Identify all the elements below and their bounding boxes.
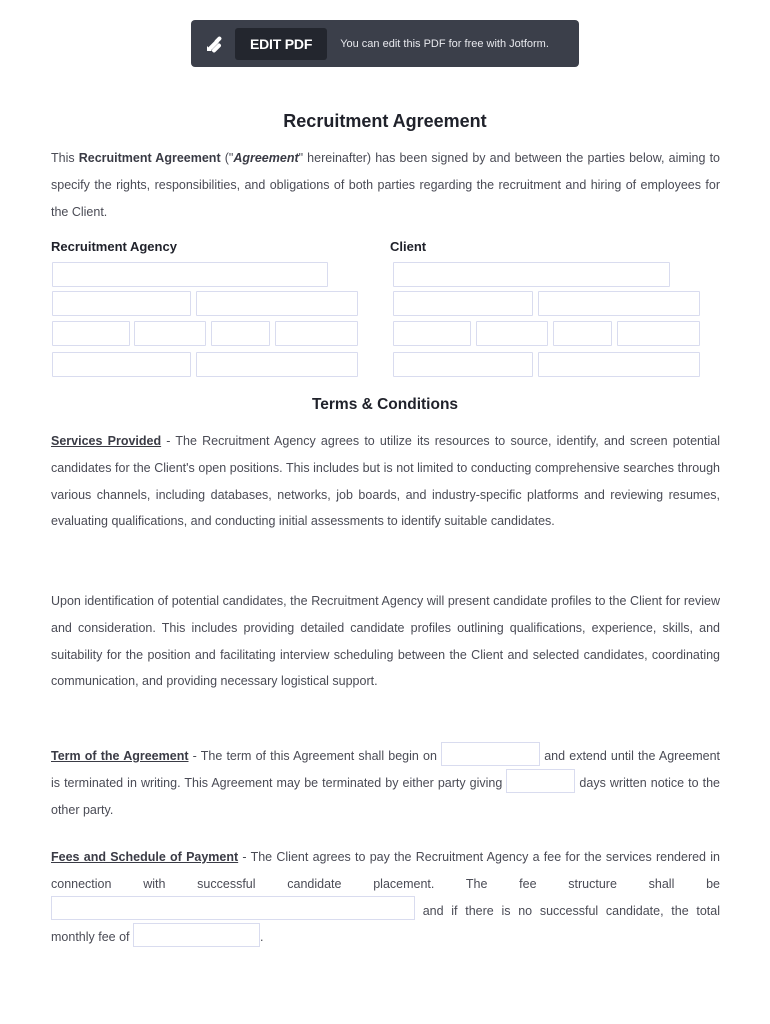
client-field-5[interactable] (553, 321, 612, 346)
client-field-6[interactable] (617, 321, 700, 346)
edit-pdf-button[interactable]: EDIT PDF (235, 28, 327, 60)
jotform-edit-banner[interactable] (191, 20, 579, 67)
agency-field-4[interactable] (134, 321, 206, 346)
agency-field-6[interactable] (275, 321, 358, 346)
document-title: Recruitment Agreement (283, 111, 487, 131)
fees-paragraph: Fees and Schedule of Payment - The Client agrees to pay the Recruitment Agency a fee for the services rendered in connection with successful candidate placement. The fee structure shall be and if there is no successful candidate, the total monthly fee of . (51, 844, 720, 951)
banner-message: You can edit this PDF for free with Jotform. (340, 37, 549, 50)
agency-field-3[interactable] (52, 321, 130, 346)
agency-field-7[interactable] (52, 352, 191, 377)
services-heading: Services Provided (51, 434, 162, 448)
notice-days-field[interactable] (506, 769, 575, 793)
client-name-field[interactable] (393, 262, 670, 287)
fees-heading: Fees and Schedule of Payment (51, 850, 239, 864)
intro-bold-title: Recruitment Agreement (78, 151, 221, 165)
agency-name-field[interactable] (52, 262, 328, 287)
services-paragraph: Services Provided - The Recruitment Agency agrees to utilize its resources to source, identify, and screen potential candidates for the Client's open positions. This includes but is not limited to conducting comprehensive searches through various channels, including databases, networks, job boards, and industry-specific platforms and reviewing resumes, evaluating qualifications, and conducting initial assessments to identify suitable candidates. (51, 434, 720, 529)
intro-bold-agreement: Agreement (233, 151, 299, 165)
agency-field-5[interactable] (211, 321, 270, 346)
term-paragraph: Term of the Agreement - The term of this Agreement shall begin on and extend until the Agreement is terminated in writing. This Agreement may be terminated by either party giving days written notice to the other party. (51, 743, 720, 823)
client-field-7[interactable] (393, 352, 533, 377)
intro-paragraph: This Recruitment Agreement ("Agreement" hereinafter) has been signed by and between the parties below, aiming to specify the rights, responsibilities, and obligations of both parties regarding the recruitment and hiring of employees for the Client. (51, 151, 720, 219)
term-heading: Term of the Agreement (51, 749, 189, 763)
start-date-field[interactable] (441, 742, 540, 766)
agency-field-1[interactable] (52, 291, 191, 316)
client-field-8[interactable] (538, 352, 700, 377)
client-field-3[interactable] (393, 321, 471, 346)
client-field-4[interactable] (476, 321, 548, 346)
client-field-2[interactable] (538, 291, 700, 316)
client-field-1[interactable] (393, 291, 533, 316)
services-paragraph-2: Upon identification of potential candidates, the Recruitment Agency will present candidate profiles to the Client for review and consideration. This includes providing detailed candidate profiles outlining qualifications, experience, skills, and suitability for the position and facilitating interview scheduling between the Client and selected candidates, coordinating communication, and providing necessary logistical support. (51, 594, 720, 689)
agency-field-8[interactable] (196, 352, 358, 377)
fee-structure-field[interactable] (51, 896, 415, 920)
terms-title: Terms & Conditions (311, 396, 459, 413)
jotform-logo-icon (197, 20, 233, 67)
agency-label: Recruitment Agency (51, 239, 177, 254)
agency-field-2[interactable] (196, 291, 358, 316)
client-label: Client (390, 239, 427, 254)
monthly-fee-field[interactable] (133, 923, 260, 947)
